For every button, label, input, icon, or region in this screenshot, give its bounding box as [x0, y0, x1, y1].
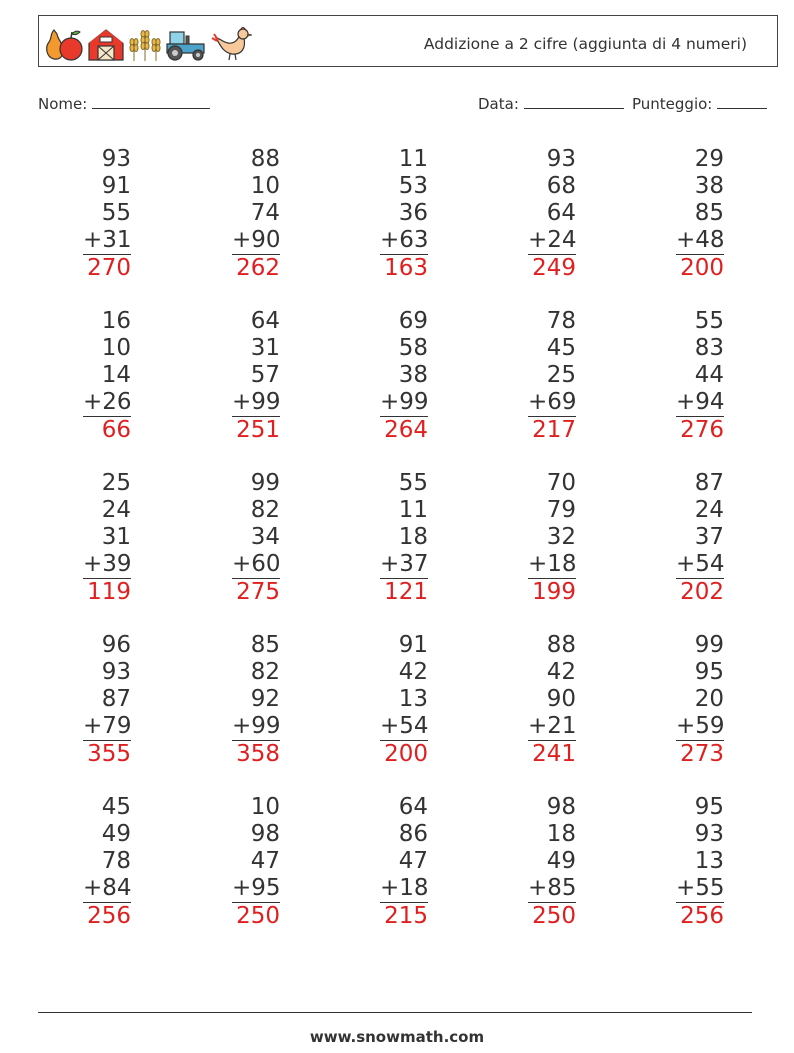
addition-problem [338, 632, 428, 768]
last-addend: +69 [528, 389, 577, 415]
addend: 90 [546, 686, 576, 712]
addend: 93 [546, 146, 576, 172]
addend: 11 [398, 146, 428, 172]
addend: 99 [694, 632, 724, 658]
chicken-icon [210, 26, 252, 62]
pear-apple-icon [44, 26, 84, 62]
addend: 78 [101, 848, 131, 874]
last-addend: +18 [380, 875, 429, 901]
answer: 250 [236, 903, 280, 929]
answer: 249 [532, 255, 576, 281]
last-addend: +85 [528, 875, 577, 901]
last-addend: +94 [676, 389, 725, 415]
addend: 86 [398, 821, 428, 847]
addend: 38 [398, 362, 428, 388]
addend: 45 [546, 335, 576, 361]
answer: 270 [87, 255, 131, 281]
addend: 55 [398, 470, 428, 496]
last-addend: +54 [380, 713, 429, 739]
last-addend: +63 [380, 227, 429, 253]
addend: 32 [546, 524, 576, 550]
name-blank[interactable] [92, 93, 210, 109]
addend: 96 [101, 632, 131, 658]
addend: 88 [250, 146, 280, 172]
answer: 275 [236, 579, 280, 605]
addition-problem [634, 146, 724, 282]
last-addend: +99 [232, 389, 281, 415]
addend: 85 [694, 200, 724, 226]
answer: 264 [384, 417, 428, 443]
last-addend: +55 [676, 875, 725, 901]
addition-problem [338, 470, 428, 606]
addition-problem [190, 470, 280, 606]
addend: 25 [546, 362, 576, 388]
footer-site: www.snowmath.com [309, 1028, 485, 1046]
addend: 79 [546, 497, 576, 523]
last-addend: +90 [232, 227, 281, 253]
answer: 256 [87, 903, 131, 929]
answer: 202 [680, 579, 724, 605]
last-addend: +18 [528, 551, 577, 577]
addend: 55 [101, 200, 131, 226]
addend: 58 [398, 335, 428, 361]
addend: 53 [398, 173, 428, 199]
addend: 70 [546, 470, 576, 496]
answer: 215 [384, 903, 428, 929]
addend: 10 [101, 335, 131, 361]
last-addend: +54 [676, 551, 725, 577]
addition-problem [486, 470, 576, 606]
date-blank[interactable] [524, 93, 624, 109]
addend: 18 [546, 821, 576, 847]
last-addend: +99 [232, 713, 281, 739]
addend: 64 [398, 794, 428, 820]
addend: 45 [101, 794, 131, 820]
last-addend: +37 [380, 551, 429, 577]
addend: 29 [694, 146, 724, 172]
addend: 38 [694, 173, 724, 199]
addition-problem [634, 308, 724, 444]
addend: 24 [694, 497, 724, 523]
addend: 47 [398, 848, 428, 874]
last-addend: +99 [380, 389, 429, 415]
addend: 87 [694, 470, 724, 496]
last-addend: +95 [232, 875, 281, 901]
addend: 78 [546, 308, 576, 334]
addition-problem [190, 308, 280, 444]
addend: 13 [398, 686, 428, 712]
addend: 24 [101, 497, 131, 523]
addend: 25 [101, 470, 131, 496]
last-addend: +48 [676, 227, 725, 253]
answer: 250 [532, 903, 576, 929]
addition-problem [41, 146, 131, 282]
addend: 10 [250, 794, 280, 820]
addition-problem [190, 794, 280, 930]
addition-problem [634, 794, 724, 930]
addend: 31 [250, 335, 280, 361]
addend: 10 [250, 173, 280, 199]
addend: 49 [101, 821, 131, 847]
addend: 83 [694, 335, 724, 361]
addend: 31 [101, 524, 131, 550]
addend: 99 [250, 470, 280, 496]
last-addend: +21 [528, 713, 577, 739]
date-field [478, 93, 624, 113]
score-blank[interactable] [717, 93, 767, 109]
addition-problem [338, 308, 428, 444]
worksheet-title: Addizione a 2 cifre (aggiunta di 4 numeri) [423, 35, 747, 53]
addend: 98 [250, 821, 280, 847]
addend: 44 [694, 362, 724, 388]
answer: 276 [680, 417, 724, 443]
addend: 68 [546, 173, 576, 199]
last-addend: +39 [83, 551, 132, 577]
wheat-icon [128, 26, 162, 62]
name-field [38, 93, 210, 113]
addend: 64 [546, 200, 576, 226]
answer: 355 [87, 741, 131, 767]
addend: 34 [250, 524, 280, 550]
addition-problem [486, 632, 576, 768]
header-icons [44, 24, 252, 62]
answer: 262 [236, 255, 280, 281]
footer-divider [38, 1012, 752, 1013]
date-label: Data: [478, 95, 519, 113]
addition-problem [41, 794, 131, 930]
answer: 119 [87, 579, 131, 605]
addend: 11 [398, 497, 428, 523]
addend: 95 [694, 794, 724, 820]
addend: 37 [694, 524, 724, 550]
addend: 18 [398, 524, 428, 550]
answer: 200 [384, 741, 428, 767]
addend: 91 [101, 173, 131, 199]
addend: 47 [250, 848, 280, 874]
last-addend: +79 [83, 713, 132, 739]
answer: 273 [680, 741, 724, 767]
addend: 57 [250, 362, 280, 388]
answer: 241 [532, 741, 576, 767]
addend: 13 [694, 848, 724, 874]
answer: 217 [532, 417, 576, 443]
answer: 199 [532, 579, 576, 605]
addend: 88 [546, 632, 576, 658]
addition-problem [338, 794, 428, 930]
answer: 358 [236, 741, 280, 767]
addend: 69 [398, 308, 428, 334]
addend: 36 [398, 200, 428, 226]
addend: 16 [101, 308, 131, 334]
answer: 163 [384, 255, 428, 281]
answer: 66 [101, 417, 131, 443]
addend: 14 [101, 362, 131, 388]
addition-problem [41, 308, 131, 444]
addend: 87 [101, 686, 131, 712]
addition-problem [486, 794, 576, 930]
addend: 85 [250, 632, 280, 658]
name-label: Nome: [38, 95, 88, 113]
addend: 74 [250, 200, 280, 226]
addend: 82 [250, 497, 280, 523]
addend: 92 [250, 686, 280, 712]
last-addend: +60 [232, 551, 281, 577]
addend: 55 [694, 308, 724, 334]
last-addend: +24 [528, 227, 577, 253]
tractor-icon [164, 26, 208, 62]
addend: 20 [694, 686, 724, 712]
addition-problem [486, 308, 576, 444]
last-addend: +26 [83, 389, 132, 415]
barn-icon [86, 26, 126, 62]
score-label: Punteggio: [632, 95, 713, 113]
addend: 49 [546, 848, 576, 874]
score-field [632, 93, 767, 113]
addition-problem [41, 632, 131, 768]
addition-problem [634, 470, 724, 606]
addend: 93 [694, 821, 724, 847]
answer: 200 [680, 255, 724, 281]
addition-problem [634, 632, 724, 768]
addition-problem [486, 146, 576, 282]
addend: 98 [546, 794, 576, 820]
answer: 251 [236, 417, 280, 443]
addend: 91 [398, 632, 428, 658]
addition-problem [190, 146, 280, 282]
addend: 42 [398, 659, 428, 685]
answer: 256 [680, 903, 724, 929]
last-addend: +59 [676, 713, 725, 739]
addend: 95 [694, 659, 724, 685]
addend: 93 [101, 146, 131, 172]
addend: 64 [250, 308, 280, 334]
addition-problem [190, 632, 280, 768]
addend: 42 [546, 659, 576, 685]
header-box [38, 15, 778, 67]
addend: 82 [250, 659, 280, 685]
addition-problem [338, 146, 428, 282]
last-addend: +84 [83, 875, 132, 901]
answer: 121 [384, 579, 428, 605]
addend: 93 [101, 659, 131, 685]
addition-problem [41, 470, 131, 606]
last-addend: +31 [83, 227, 132, 253]
